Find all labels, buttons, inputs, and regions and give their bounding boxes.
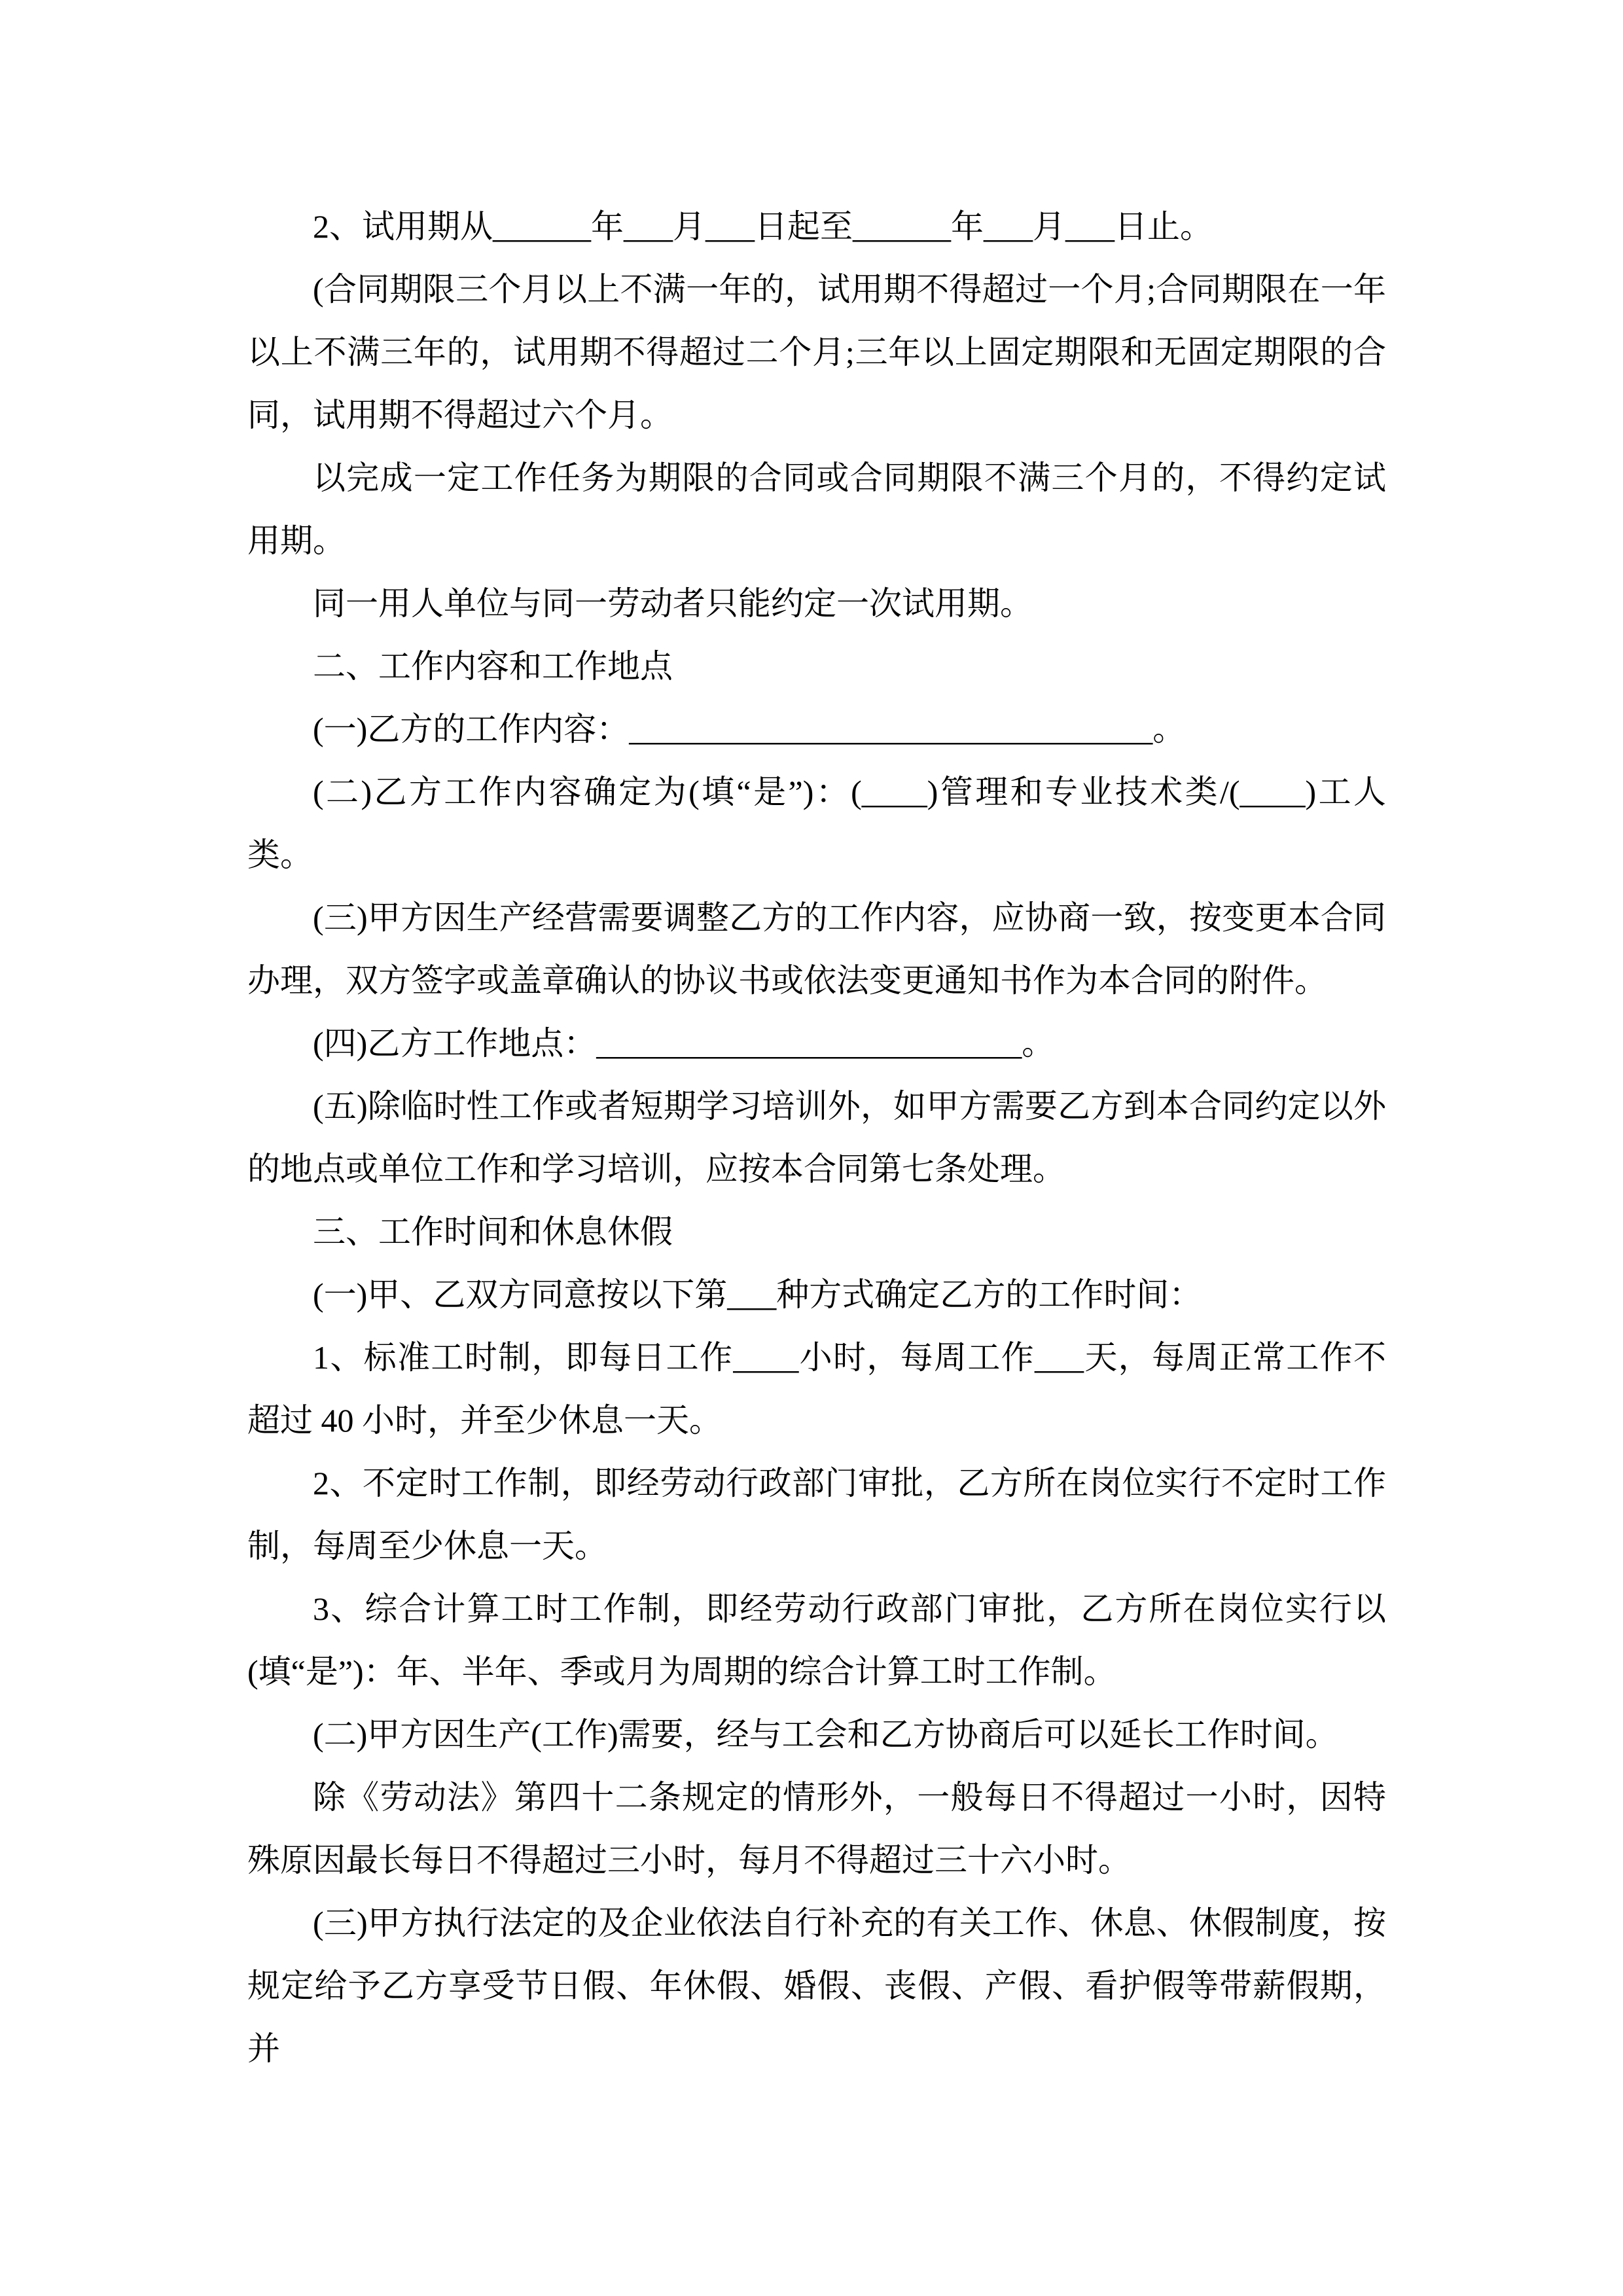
clause-probation-task-contracts: 以完成一定工作任务为期限的合同或合同期限不满三个月的，不得约定试用期。 [247, 459, 1386, 559]
clause-temporary-work-training: (五)除临时性工作或者短期学习培训外，如甲方需要乙方到本合同约定以外的地点或单位工作和学习培训，应按本合同第七条处理。 [247, 1088, 1386, 1187]
clause-leave-benefits: (三)甲方执行法定的及企业依法自行补充的有关工作、休息、休假制度，按规定给予乙方享受节日假、年休假、婚假、丧假、产假、看护假等带薪假期，并 [247, 1905, 1386, 2067]
clause-flexible-hours: 2、不定时工作制，即经劳动行政部门审批，乙方所在岗位实行不定时工作制，每周至少休息一天。 [247, 1465, 1386, 1564]
clause-probation-period-dates: 2、试用期从______年___月___日起至______年___月___日止。 [313, 208, 1213, 245]
clause-standard-hours: 1、标准工时制，即每日工作____小时，每周工作___天，每周正常工作不超过 40 小时，并至少休息一天。 [247, 1339, 1386, 1439]
clause-work-time-method: (一)甲、乙双方同意按以下第___种方式确定乙方的工作时间： [313, 1276, 1202, 1313]
clause-comprehensive-hours: 3、综合计算工时工作制，即经劳动行政部门审批，乙方所在岗位实行以(填“是”)：年、半年、季或月为周期的综合计算工时工作制。 [247, 1590, 1386, 1690]
clause-work-content-adjustment: (三)甲方因生产经营需要调整乙方的工作内容，应协商一致，按变更本合同办理，双方签字或盖章确认的协议书或依法变更通知书作为本合同的附件。 [247, 899, 1386, 999]
clause-probation-limits: (合同期限三个月以上不满一年的，试用期不得超过一个月;合同期限在一年以上不满三年的，试用期不得超过二个月;三年以上固定期限和无固定期限的合同，试用期不得超过六个月。 [247, 271, 1386, 433]
clause-work-content-blank: (一)乙方的工作内容：________________________________。 [313, 711, 1186, 747]
clause-probation-once-only: 同一用人单位与同一劳动者只能约定一次试用期。 [313, 585, 1033, 622]
clause-work-category: (二)乙方工作内容确定为(填“是”)：(____)管理和专业技术类/(____)工人类。 [247, 774, 1386, 873]
section-heading-work-hours-rest: 三、工作时间和休息休假 [313, 1213, 673, 1250]
section-heading-work-content-location: 二、工作内容和工作地点 [313, 648, 673, 685]
clause-overtime-consultation: (二)甲方因生产(工作)需要，经与工会和乙方协商后可以延长工作时间。 [313, 1716, 1338, 1753]
clause-overtime-limits: 除《劳动法》第四十二条规定的情形外，一般每日不得超过一小时，因特殊原因最长每日不得超过三小时，每月不得超过三十六小时。 [247, 1779, 1386, 1878]
clause-work-location-blank: (四)乙方工作地点：__________________________。 [313, 1025, 1055, 1062]
